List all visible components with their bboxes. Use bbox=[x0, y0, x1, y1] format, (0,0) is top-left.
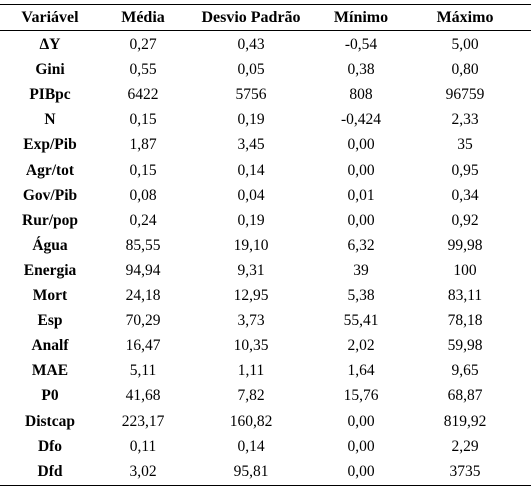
cell-desvio-padrao: 0,04 bbox=[237, 186, 265, 204]
cell-media: 41,68 bbox=[125, 387, 161, 405]
cell-desvio-padrao: 1,11 bbox=[237, 362, 265, 380]
cell-variavel: Agr/tot bbox=[25, 161, 75, 179]
table-row bbox=[0, 82, 531, 107]
cell-minimo: -0,54 bbox=[344, 36, 378, 53]
cell-maximo: 68,87 bbox=[447, 387, 483, 405]
table-header-row bbox=[0, 5, 531, 30]
table-row bbox=[0, 258, 531, 283]
cell-variavel: Exp/Pib bbox=[23, 136, 77, 154]
table-row bbox=[0, 358, 531, 383]
table-row bbox=[0, 32, 531, 57]
cell-media: 0,27 bbox=[129, 36, 157, 53]
table-row bbox=[0, 283, 531, 308]
table-row bbox=[0, 233, 531, 258]
cell-minimo: 1,64 bbox=[347, 362, 375, 380]
cell-minimo: 15,76 bbox=[343, 387, 379, 405]
cell-desvio-padrao: 3,45 bbox=[237, 136, 265, 154]
cell-variavel: Distcap bbox=[25, 412, 75, 430]
cell-media: 94,94 bbox=[125, 261, 161, 279]
cell-maximo: 9,65 bbox=[451, 362, 479, 380]
table-row bbox=[0, 208, 531, 233]
cell-minimo: 2,02 bbox=[347, 337, 375, 355]
header-rule bbox=[0, 30, 531, 31]
cell-media: 70,29 bbox=[125, 312, 161, 330]
cell-variavel: Dfd bbox=[37, 462, 63, 480]
cell-desvio-padrao: 0,43 bbox=[237, 36, 265, 53]
cell-media: 85,55 bbox=[125, 236, 161, 254]
cell-variavel: Gini bbox=[35, 61, 65, 79]
cell-media: 16,47 bbox=[125, 337, 161, 355]
cell-desvio-padrao: 19,10 bbox=[233, 236, 269, 254]
cell-variavel: Esp bbox=[37, 312, 63, 330]
cell-maximo: 3735 bbox=[449, 462, 481, 480]
cell-variavel: MAE bbox=[31, 362, 69, 380]
cell-desvio-padrao: 5756 bbox=[235, 86, 267, 104]
cell-desvio-padrao: 10,35 bbox=[233, 337, 269, 355]
cell-media: 0,24 bbox=[129, 211, 157, 229]
table-row bbox=[0, 183, 531, 208]
cell-media: 0,15 bbox=[129, 111, 157, 129]
cell-minimo: 6,32 bbox=[347, 236, 375, 254]
table-row bbox=[0, 308, 531, 333]
cell-media: 5,11 bbox=[129, 362, 157, 380]
table-row bbox=[0, 107, 531, 132]
cell-minimo: 55,41 bbox=[343, 312, 379, 330]
cell-variavel: Analf bbox=[31, 337, 69, 355]
cell-media: 24,18 bbox=[125, 287, 161, 304]
cell-variavel: PIBpc bbox=[29, 86, 71, 104]
cell-media: 3,02 bbox=[129, 462, 157, 480]
header-desvio-padrao: Desvio Padrão bbox=[201, 9, 301, 26]
table-row bbox=[0, 333, 531, 358]
cell-desvio-padrao: 12,95 bbox=[233, 287, 269, 304]
cell-variavel: Água bbox=[32, 236, 68, 254]
cell-maximo: 819,92 bbox=[443, 412, 487, 430]
cell-desvio-padrao: 160,82 bbox=[229, 412, 273, 430]
cell-variavel: Gov/Pib bbox=[22, 186, 78, 204]
cell-desvio-padrao: 0,19 bbox=[237, 111, 265, 129]
cell-maximo: 0,80 bbox=[451, 61, 479, 79]
cell-variavel: P0 bbox=[41, 387, 59, 405]
cell-media: 0,15 bbox=[129, 161, 157, 179]
cell-maximo: 0,92 bbox=[451, 211, 479, 229]
table-row bbox=[0, 459, 531, 484]
cell-media: 1,87 bbox=[129, 136, 157, 154]
table-row bbox=[0, 383, 531, 408]
cell-media: 0,11 bbox=[129, 437, 157, 455]
table-row bbox=[0, 409, 531, 434]
cell-desvio-padrao: 7,82 bbox=[237, 387, 265, 405]
cell-minimo: 0,00 bbox=[347, 136, 375, 154]
cell-media: 223,17 bbox=[121, 412, 165, 430]
cell-maximo: 100 bbox=[453, 261, 477, 279]
cell-variavel: Dfo bbox=[37, 437, 63, 455]
cell-minimo: 0,01 bbox=[347, 186, 375, 204]
cell-minimo: -0,424 bbox=[340, 111, 382, 129]
cell-variavel: Energia bbox=[23, 261, 77, 279]
cell-minimo: 5,38 bbox=[347, 287, 375, 304]
cell-maximo: 83,11 bbox=[447, 287, 483, 304]
cell-desvio-padrao: 9,31 bbox=[237, 261, 265, 279]
cell-desvio-padrao: 0,14 bbox=[237, 161, 265, 179]
cell-desvio-padrao: 0,19 bbox=[237, 211, 265, 229]
cell-minimo: 0,00 bbox=[347, 437, 375, 455]
cell-desvio-padrao: 0,05 bbox=[237, 61, 265, 79]
cell-minimo: 0,38 bbox=[347, 61, 375, 79]
cell-maximo: 96759 bbox=[445, 86, 485, 104]
cell-variavel: N bbox=[44, 111, 56, 129]
cell-minimo: 39 bbox=[353, 261, 369, 279]
cell-maximo: 78,18 bbox=[447, 312, 483, 330]
cell-maximo: 0,95 bbox=[451, 161, 479, 179]
cell-maximo: 5,00 bbox=[451, 36, 479, 53]
cell-maximo: 59,98 bbox=[447, 337, 483, 355]
cell-desvio-padrao: 95,81 bbox=[233, 462, 269, 480]
cell-minimo: 0,00 bbox=[347, 211, 375, 229]
cell-minimo: 808 bbox=[349, 86, 373, 104]
header-variavel: Variável bbox=[21, 9, 79, 26]
cell-maximo: 0,34 bbox=[451, 186, 479, 204]
table-row bbox=[0, 57, 531, 82]
table-row bbox=[0, 434, 531, 459]
cell-maximo: 99,98 bbox=[447, 236, 483, 254]
cell-media: 0,08 bbox=[129, 186, 157, 204]
cell-variavel: Rur/pop bbox=[22, 211, 78, 229]
header-maximo: Máximo bbox=[436, 9, 494, 26]
cell-variavel: ΔY bbox=[39, 36, 61, 53]
cell-maximo: 2,33 bbox=[451, 111, 479, 129]
header-media: Média bbox=[121, 9, 165, 26]
cell-desvio-padrao: 0,14 bbox=[237, 437, 265, 455]
cell-desvio-padrao: 3,73 bbox=[237, 312, 265, 330]
cell-variavel: Mort bbox=[32, 287, 68, 304]
cell-minimo: 0,00 bbox=[347, 412, 375, 430]
header-minimo: Mínimo bbox=[333, 9, 389, 26]
cell-media: 0,55 bbox=[129, 61, 157, 79]
table-row bbox=[0, 158, 531, 183]
cell-maximo: 2,29 bbox=[451, 437, 479, 455]
cell-minimo: 0,00 bbox=[347, 462, 375, 480]
cell-minimo: 0,00 bbox=[347, 161, 375, 179]
cell-media: 6422 bbox=[127, 86, 159, 104]
cell-maximo: 35 bbox=[457, 136, 473, 154]
table-row bbox=[0, 132, 531, 157]
